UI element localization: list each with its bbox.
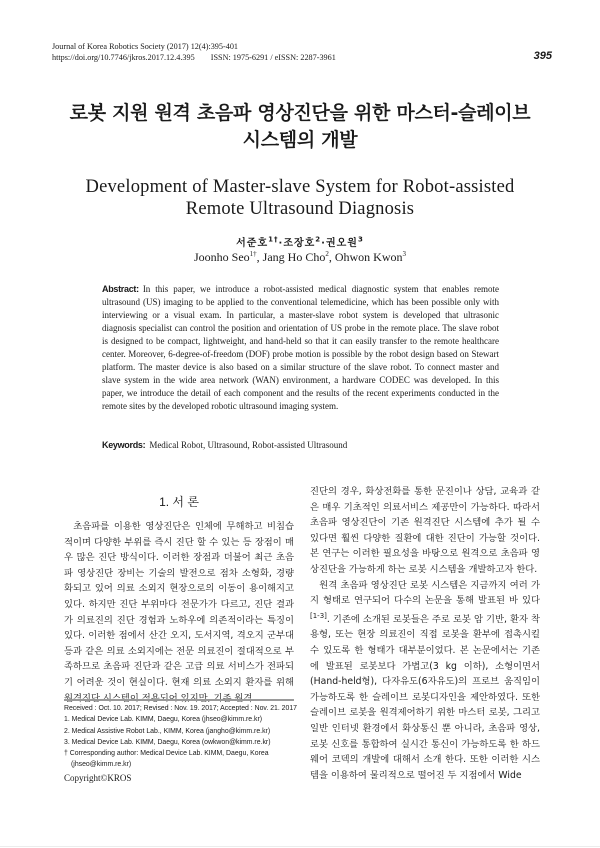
issn: ISSN: 1975-6291 / eISSN: 2287-3961	[210, 53, 336, 62]
footnotes	[64, 703, 296, 771]
authors-korean: 서준호$^{1\dagger}$·조장호$^2$·권오원$^3$	[236, 235, 364, 249]
journal-citation: Journal of Korea Robotics Society (2017) 12(4):395-401	[52, 42, 239, 51]
corresponding-author: † Corresponding author: Medical Device Lab. KIMM, Daegu, Korea (jhseo@kimm.re.kr)	[64, 750, 269, 769]
author-name: 권오원	[325, 238, 358, 249]
paragraph-text: . 기존에 소개된 로봇들은 주로 로봇 암 기반, 환자 착용형, 또는 현장 의료진이 직접 로봇을 환부에 접촉시킬 수 있도록 한 형태가 대부분이었다. 본 논문에서는 기존에 발표된 로봇보다 가볍고(3 kg 이하), 소형이면서(Hand-held형), 다자유도(6자유도)의 프로브 움직임이 가능하도록 한 슬레이브 로봇디자인을 제안하였다. 또한 슬레이브 로봇을 원격제어하기 위한 마스터 로봇, 그리고 일반 인터넷 환경에서 화상통신 뿐 아니라, 초음파 영상, 로봇 신호를 통합하여 실시간 통신이 가능하도록 한 하드웨어 코덱의 개발에 대해서 소개 한다. 또한 이러한 시스템을 이용하여 물리적으로 떨어진 두 지점에서 Wide	[310, 613, 540, 781]
running-header	[52, 41, 552, 63]
author-name: Joonho Seo	[193, 250, 250, 264]
paragraph	[310, 578, 540, 784]
keywords	[102, 440, 502, 450]
keywords-text: Medical Robot, Ultrasound, Robot-assisted Ultrasound	[149, 440, 348, 450]
author-mark: 1†	[268, 235, 279, 244]
page-number: 395	[533, 50, 552, 62]
paragraph: 진단의 경우, 화상전화를 통한 문진이나 상담, 교육과 같은 매우 기초적인 의료서비스 제공만이 가능하다. 따라서 초음파 영상진단이 기존 원격진단 시스템에 추가 될 수 있다면 훨씬 다양한 질환에 대한 진단이 가능할 것이다. 본 연구는 이러한 필요성을 바탕으로 원격으로 초음파 영상진단을 가능하게 하는 로봇 시스템을 개발하고자 한다.	[310, 486, 540, 575]
abstract-text: In this paper, we introduce a robot-assisted medical diagnostic system that enables remote ultrasound (US) imaging to be applied to the conventional telemedicine, which has been possible only with interviewing or a visual exam. In particular, a master-slave robot system is developed that ultrasonic diagnosis specialist can control the position and orientation of US probe in the remote place. The slave robot is designed to be compact, lightweight, and hand-held so that it can easily transfer to the remote healthcare center. Moreover, 6-degree-of-freedom (DOF) probe motion is possible by the robot design based on Stewart platform. The master device is also based on a similar structure of the slave robot. To connect master and slave system in the wide area network (WAN) environment, a hardware CODEC was developed. In this paper, we introduce the detail of each component and the results of the recent experiments conducted in the remote sites by the developed robotic ultrasound imaging system.	[102, 284, 499, 411]
citation[interactable]: [1-3]	[310, 611, 327, 620]
english-title-line2: Remote Ultrasound Diagnosis	[185, 199, 415, 219]
author-name: Ohwon Kwon	[334, 250, 403, 264]
korean-title-line2: 시스템의 개발	[242, 129, 358, 151]
author-name: Jang Ho Cho	[262, 250, 326, 264]
section-heading-introduction: 1. 서 론	[159, 495, 199, 509]
body-column-left	[64, 519, 294, 706]
english-title-line1: Development of Master-slave System for Robot-assisted	[85, 177, 515, 197]
english-title	[20, 176, 580, 220]
affiliation-3: 3. Medical Device Lab. KIMM, Daegu, Korea (owkwon@kimm.re.kr)	[64, 738, 271, 746]
affiliation-1: 1. Medical Device Lab. KIMM, Daegu, Korea (jhseo@kimm.re.kr)	[64, 716, 263, 724]
footnote-divider	[64, 699, 294, 701]
korean-title-line1: 로봇 지원 원격 초음파 영상진단을 위한 마스터-슬레이브	[69, 102, 531, 124]
body-column-right	[310, 484, 540, 783]
copyright: Copyright©KROS	[64, 773, 132, 783]
keywords-label: Keywords:	[102, 440, 146, 450]
korean-title	[40, 100, 560, 154]
author-name: 조장호	[283, 238, 316, 249]
author-mark: 2	[325, 250, 329, 258]
author-mark: 3	[402, 250, 406, 258]
paragraph-text: 원격 초음파 영상진단 로봇 시스템은 지금까지 여러 가지 형태로 연구되어 다수의 논문을 통해 발표된 바 있다	[310, 579, 540, 607]
author-name: 서준호	[236, 238, 269, 249]
paragraph: 초음파를 이용한 영상진단은 인체에 무해하고 비침습적이며 다양한 부위를 즉시 진단 할 수 있는 등 장점이 매우 많은 진단 방식이다. 이러한 장점과 더불어 최근 초음파 영상진단 장비는 기술의 발전으로 점차 소형화, 경량화되고 있어 의료 소외지 현장으로의 이동이 용이해지고 있다. 하지만 진단 부위마다 전문가가 다르고, 진단 결과가 의료진의 진단 경험과 노하우에 의존적이라는 특징이 있다. 이러한 점에서 산간 오지, 도서지역, 격오지 군부대 등과 같은 의료 소외지에는 전문 의료진이 절대적으로 부족하므로 초음파 진단과 같은 고급 의료 서비스가 전파되기 어려운 것이 현실이다. 현재 의료 소외지 환자를 위해	[64, 521, 294, 688]
affiliation-2: 2. Medical Assistive Robot Lab., KIMM, Korea (jangho@kimm.re.kr)	[64, 727, 271, 735]
author-mark: 1†	[249, 250, 257, 258]
page-edge	[0, 846, 600, 847]
authors-english: Joonho Seo$^{1\dagger}$, Jang Ho Cho$^2$, Ohwon Kwon$^3$	[193, 250, 406, 264]
doi-link[interactable]: https://doi.org/10.7746/jkros.2017.12.4.395	[52, 53, 195, 62]
received-dates: Received : Oct. 10. 2017; Revised : Nov. 19. 2017; Accepted : Nov. 21. 2017	[64, 705, 298, 712]
doi-issn-line	[52, 52, 552, 63]
author-mark: 2	[315, 235, 322, 244]
author-mark: 3	[357, 235, 364, 244]
abstract	[102, 283, 499, 413]
abstract-label: Abstract:	[102, 284, 139, 294]
